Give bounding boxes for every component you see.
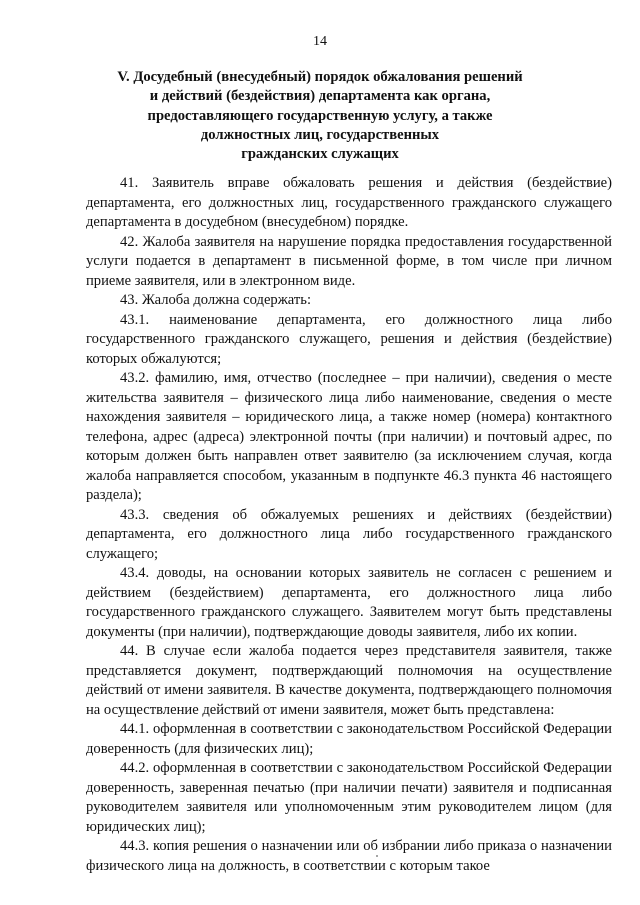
paragraph-43-3: 43.3. сведения об обжалуемых решениях и действиях (бездействии) департамента, его должностного лица либо государственного гражданского служащего; bbox=[86, 506, 612, 562]
paragraph-42: 42. Жалоба заявителя на нарушение порядка предоставления государственной услуги подается в департамент в письменной форме, в том числе при личном приеме заявителя, или в электронном виде. bbox=[86, 233, 612, 289]
section-title-line: V. Досудебный (внесудебный) порядок обжалования решений bbox=[117, 69, 523, 85]
section-title-line: предоставляющего государственную услугу, а также bbox=[147, 107, 493, 124]
paragraph-43-1: 43.1. наименование департамента, его должностного лица либо государственного гражданского служащего, решения и действия (бездействие) которых обжалуются; bbox=[86, 311, 612, 367]
paragraph-41: 41. Заявитель вправе обжаловать решения и действия (бездействие) департамента, его должностных лиц, государственного гражданского служащего департамента в досудебном (внесудебном) порядке. bbox=[86, 175, 612, 230]
paragraph-43-2: 43.2. фамилию, имя, отчество (последнее – при наличии), сведения о месте жительства заявителя – физического лица либо наименование, сведения о месте нахождения заявителя – юридического лица, а также номер (номера) контактного телефона, адрес (адреса) электронной почты (при наличии) и почтовый адрес, по которым должен быть направлен ответ заявителю (за исключением случая, когда жалоба направляется способом, указанным в подпункте 46.3 пункта 46 настоящего раздела); bbox=[86, 370, 612, 503]
section-title bbox=[110, 68, 530, 164]
paragraph-44: 44. В случае если жалоба подается через представителя заявителя, также представляется документ, подтверждающий полномочия на осуществление действий от имени заявителя. В качестве документа, подтверждающего полномочия на осуществление действий от имени заявителя, может быть представлена: bbox=[86, 643, 612, 718]
section-title-line: и действий (бездействия) департамента как органа, bbox=[149, 88, 491, 105]
paragraph-44-1: 44.1. оформленная в соответствии с законодательством Российской Федерации доверенность (для физических лиц); bbox=[86, 721, 612, 757]
paragraph-43-4: 43.4. доводы, на основании которых заявитель не согласен с решением и действием (бездействием) департамента, его должностного лица либо государственного гражданского служащего. Заявителем могут быть представлены документы (при наличии), подтверждающие доводы заявителя, либо их копии. bbox=[86, 565, 612, 640]
section-title-line: гражданских служащих bbox=[241, 146, 399, 163]
paragraph-43: 43. Жалоба должна содержать: bbox=[120, 292, 311, 308]
document-body bbox=[86, 174, 612, 876]
section-title-line: должностных лиц, государственных bbox=[200, 126, 440, 143]
paragraph-44-2: 44.2. оформленная в соответствии с законодательством Российской Федерации доверенность, заверенная печатью (при наличии печати) заявителя и подписанная руководителем заявителя или уполномоченным этим руководителем лицом (для юридических лиц); bbox=[86, 760, 612, 835]
page-number: 14 bbox=[313, 34, 327, 49]
paragraph-44-3: 44.3. копия решения о назначении или об избрании либо приказа о назначении физического лица на должность, в соответствии с которым такое bbox=[86, 838, 612, 874]
scan-speck bbox=[376, 855, 378, 857]
